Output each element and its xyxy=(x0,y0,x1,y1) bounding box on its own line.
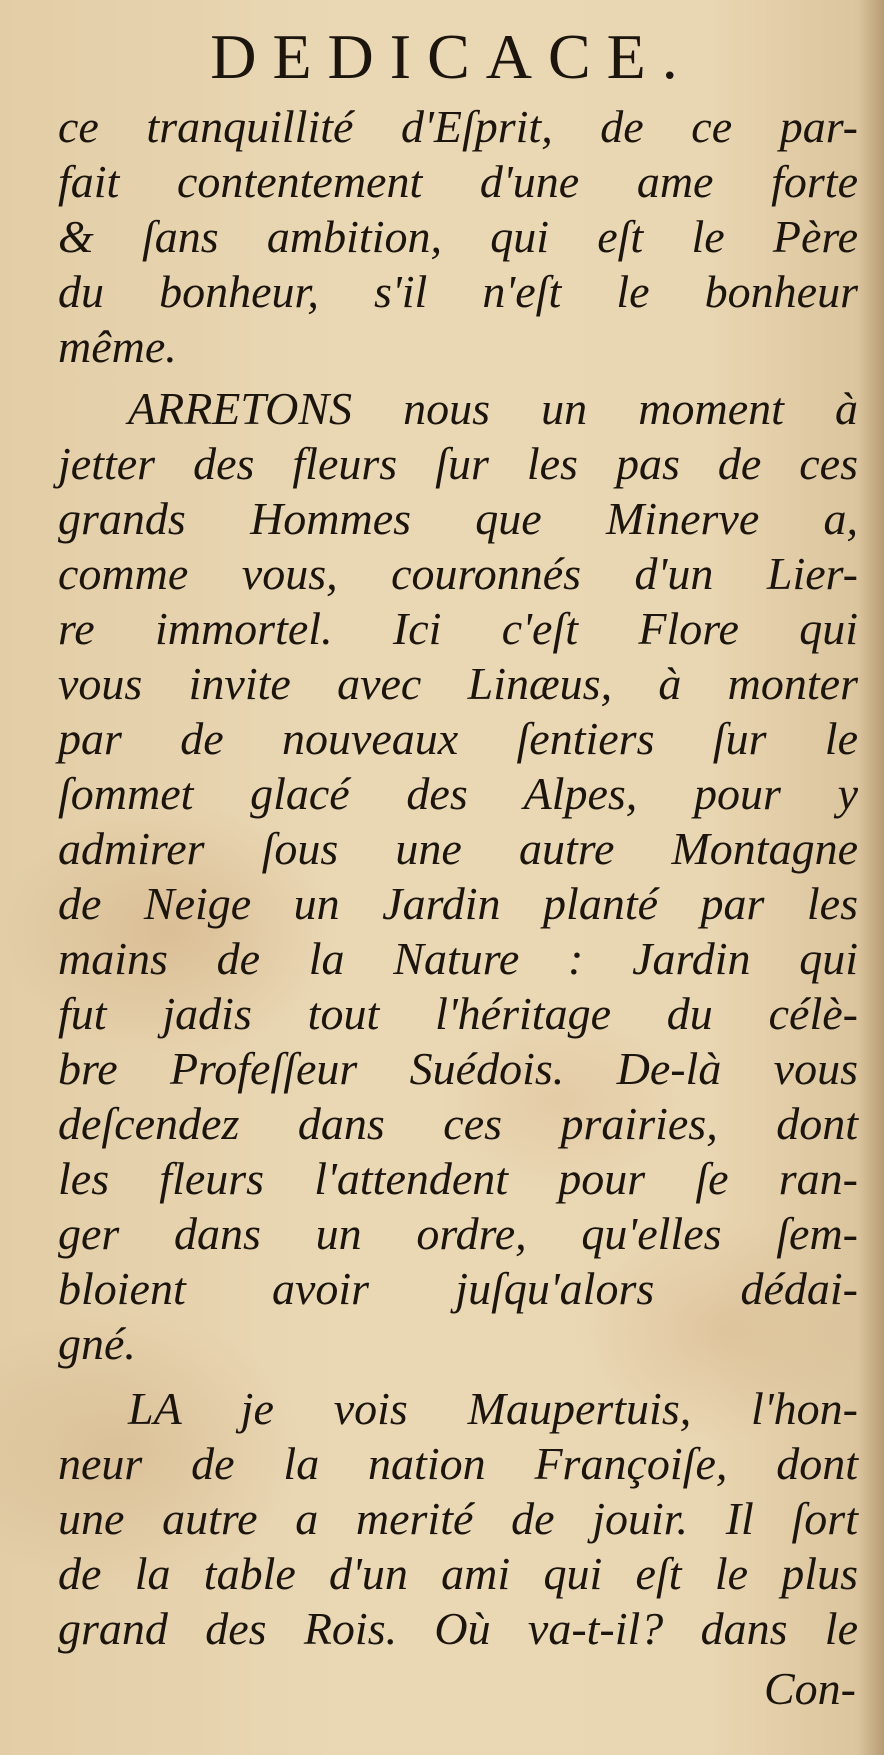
text-line: grand des Rois. Où va-t-il? dans le xyxy=(58,1603,858,1654)
catchword: Con- xyxy=(764,1663,856,1714)
text-line: neur de la nation Françoiſe, dont xyxy=(58,1438,858,1489)
text-line: du bonheur, s'il n'eſt le bonheur xyxy=(58,266,858,317)
text-line: ſommet glacé des Alpes, pour y xyxy=(58,768,858,819)
text-line: ger dans un ordre, qu'elles ſem- xyxy=(58,1208,858,1259)
text-line: & ſans ambition, qui eſt le Père xyxy=(58,211,858,262)
text-line: bre Profeſſeur Suédois. De-là vous xyxy=(58,1043,858,1094)
text-line: par de nouveaux ſentiers ſur le xyxy=(58,713,858,764)
page-header: DEDICACE. xyxy=(210,21,694,92)
text-line: jetter des fleurs ſur les pas de ces xyxy=(58,438,858,489)
text-line: gné. xyxy=(58,1318,136,1369)
text-line: grands Hommes que Minerve a, xyxy=(58,493,858,544)
text-line: bloient avoir juſqu'alors dédai- xyxy=(58,1263,858,1314)
text-line: une autre a merité de jouir. Il ſort xyxy=(58,1493,858,1544)
text-line: fait contentement d'une ame forte xyxy=(58,156,858,207)
text-line: même. xyxy=(58,321,177,372)
text-line: deſcendez dans ces prairies, dont xyxy=(58,1098,858,1149)
text-line: de la table d'un ami qui eſt le plus xyxy=(58,1548,858,1599)
text-line: de Neige un Jardin planté par les xyxy=(58,878,858,929)
text-line: fut jadis tout l'héritage du célè- xyxy=(58,988,858,1039)
paragraph-start-line: ARRETONS nous un moment à xyxy=(128,383,858,434)
text-line: comme vous, couronnés d'un Lier- xyxy=(58,548,858,599)
text-line: admirer ſous une autre Montagne xyxy=(58,823,858,874)
text-line: mains de la Nature : Jardin qui xyxy=(58,933,858,984)
text-line: ce tranquillité d'Eſprit, de ce par- xyxy=(58,101,858,152)
text-line: les fleurs l'attendent pour ſe ran- xyxy=(58,1153,858,1204)
text-line: vous invite avec Linæus, à monter xyxy=(58,658,858,709)
text-line: re immortel. Ici c'eſt Flore qui xyxy=(58,603,858,654)
paragraph-start-line: LA je vois Maupertuis, l'hon- xyxy=(128,1383,858,1434)
page-edge-shadow xyxy=(858,0,884,1755)
